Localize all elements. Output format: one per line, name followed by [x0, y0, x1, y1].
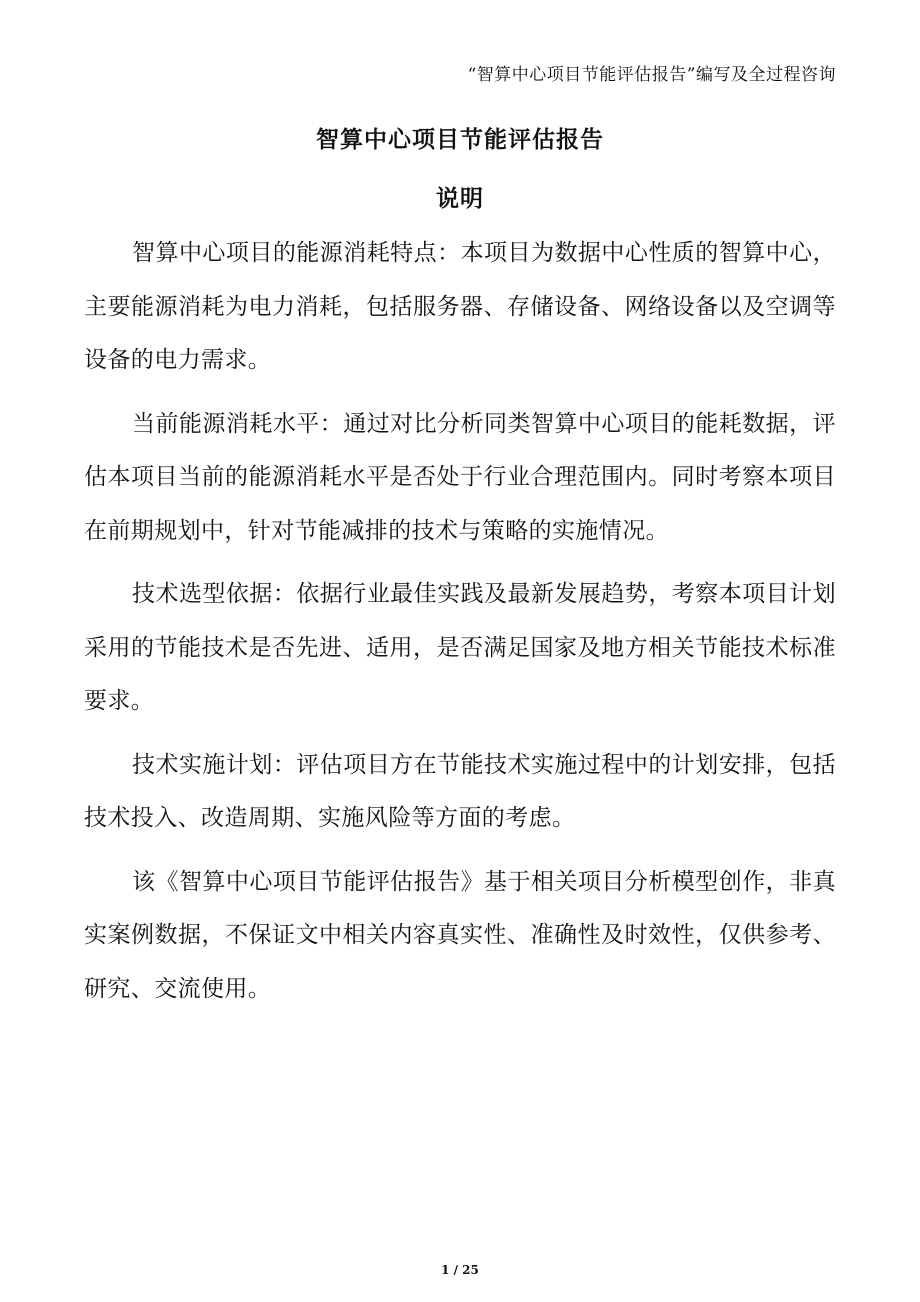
- document-subtitle: 说明: [436, 186, 484, 212]
- paragraph-energy-characteristics: 智算中心项目的能源消耗特点：本项目为数据中心性质的智算中心，主要能源消耗为电力消耗，包括服务器、存储设备、网络设备以及空调等设备的电力需求。: [84, 240, 836, 373]
- paragraph-current-consumption: 当前能源消耗水平：通过对比分析同类智算中心项目的能耗数据，评估本项目当前的能源消耗水平是否处于行业合理范围内。同时考察本项目在前期规划中，针对节能减排的技术与策略的实施情况。: [84, 410, 836, 544]
- paragraph-implementation-plan: 技术实施计划：评估项目方在节能技术实施过程中的计划安排，包括技术投入、改造周期、实施风险等方面的考虑。: [84, 751, 836, 831]
- paragraph-technology-selection: 技术选型依据：依据行业最佳实践及最新发展趋势，考察本项目计划采用的节能技术是否先进、适用，是否满足国家及地方相关节能技术标准要求。: [84, 581, 836, 714]
- header-note: “智算中心项目节能评估报告”编写及全过程咨询: [467, 65, 836, 85]
- page-number: 1 / 25: [441, 1263, 479, 1277]
- paragraph-disclaimer: 该《智算中心项目节能评估报告》基于相关项目分析模型创作，非真实案例数据，不保证文中相关内容真实性、准确性及时效性，仅供参考、研究、交流使用。: [84, 868, 836, 1002]
- document-body: [84, 227, 836, 1026]
- document-title: 智算中心项目节能评估报告: [316, 127, 604, 153]
